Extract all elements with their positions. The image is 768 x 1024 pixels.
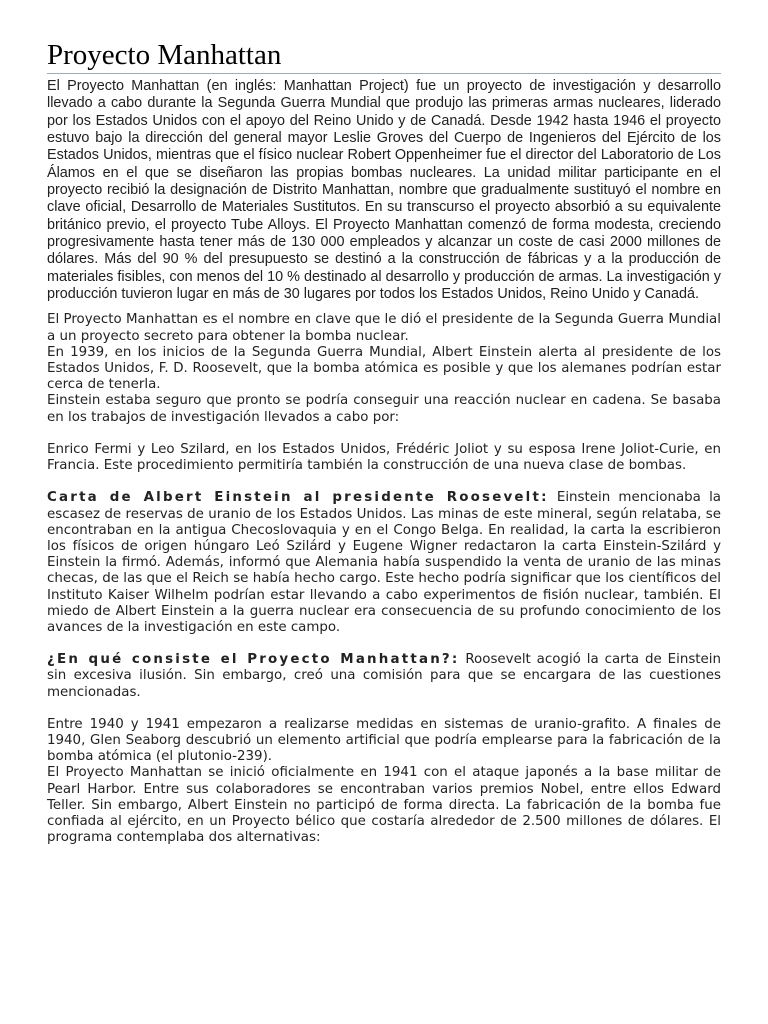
document-page bbox=[47, 38, 721, 846]
consists-body: Roosevelt acogió la carta de Einstein sin excesiva ilusión. Sin embargo, creó una comisión para que se encargara de las cuestiones mencionadas. bbox=[47, 652, 721, 700]
project-start-paragraph: El Proyecto Manhattan se inició oficialmente en 1941 con el ataque japonés a la base militar de Pearl Harbor. Entre sus colaboradores se encontraban varios premios Nobel, entre ellos Edward Teller. Sin embargo, Albert Einstein no participó de forma directa. La fabricación de la bomba fue confiada al ejército, en un Proyecto bélico que costaría alrededor de 2.500 millones de dólares. El programa contemplaba dos alternativas: bbox=[47, 765, 721, 846]
consists-heading: ¿En qué consiste el Proyecto Manhattan?: bbox=[47, 652, 460, 668]
einstein-1939-paragraph: En 1939, en los inicios de la Segunda Guerra Mundial, Albert Einstein alerta al presidente de los Estados Unidos, F. D. Roosevelt, que la bomba atómica es posible y que los alemanes podrían estar cerca de tenerla. bbox=[47, 344, 721, 393]
intro-paragraph: El Proyecto Manhattan (en inglés: Manhattan Project) fue un proyecto de investigación y desarrollo llevado a cabo durante la Segunda Guerra Mundial que produjo las primeras armas nucleares, liderado por los Estados Unidos con el apoyo del Reino Unido y de Canadá. Desde 1942 hasta 1946 el proyecto estuvo bajo la dirección del general mayor Leslie Groves del Cuerpo de Ingenieros del Ejército de los Estados Unidos, mientras que el físico nuclear Robert Oppenheimer fue el director del Laboratorio de Los Álamos en el que se diseñaron las propias bombas nucleares. La unidad militar participante en el proyecto recibió la designación de Distrito Manhattan, nombre que gradualmente sustituyó el nombre en clave oficial, Desarrollo de Materiales Sustitutos. En su transcurso el proyecto absorbió a su equivalente británico previo, el proyecto Tube Alloys. El Proyecto Manhattan comenzó de forma modesta, creciendo progresivamente hasta tener más de 130 000 empleados y alcanzar un coste de casi 2000 millones de dólares. Más del 90 % del presupuesto se destinó a la construcción de fábricas y a la producción de materiales fisibles, con menos del 10 % destinado al desarrollo y producción de armas. La investigación y producción tuvieron lugar en más de 30 lugares por todos los Estados Unidos, Reino Unido y Canadá. bbox=[47, 78, 721, 303]
page-title: Proyecto Manhattan bbox=[47, 38, 721, 74]
researchers-paragraph: Enrico Fermi y Leo Szilard, en los Estados Unidos, Frédéric Joliot y su esposa Irene Joliot-Curie, en Francia. Este procedimiento permitiría también la construcción de una nueva clase de bombas. bbox=[47, 441, 721, 474]
consists-paragraph bbox=[47, 652, 721, 701]
chain-reaction-paragraph: Einstein estaba seguro que pronto se podría conseguir una reacción nuclear en cadena. Se basaba en los trabajos de investigación llevados a cabo por: bbox=[47, 393, 721, 425]
letter-body: Einstein mencionaba la escasez de reservas de uranio de los Estados Unidos. Las minas de este mineral, según relataba, se encontraban en la antigua Checoslovaquia y en el Congo Belga. En realidad, la carta la escribieron los físicos de origen húngaro Leó Szilárd y Eugene Wigner redactaron la carta Einstein-Szilárd y Einstein la firmó. Además, informó que Alemania había suspendido la venta de uranio de las minas checas, de las que el Reich se había hecho cargo. Este hecho podría significar que los científicos del Instituto Kaiser Wilhelm podrían estar llevando a cabo experimentos de fisión nuclear, también. El miedo de Albert Einstein a la guerra nuclear era consecuencia de su profundo conocimiento de los avances de la investigación en este campo. bbox=[47, 490, 721, 635]
letter-heading: Carta de Albert Einstein al presidente Roosevelt: bbox=[47, 490, 549, 506]
uranium-graphite-paragraph: Entre 1940 y 1941 empezaron a realizarse medidas en sistemas de uranio-grafito. A finales de 1940, Glen Seaborg descubrió un elemento artificial que podría emplearse para la fabricación de la bomba atómica (el plutonio-239). bbox=[47, 716, 721, 765]
letter-paragraph bbox=[47, 490, 721, 636]
codename-paragraph: El Proyecto Manhattan es el nombre en clave que le dió el presidente de la Segunda Guerra Mundial a un proyecto secreto para obtener la bomba nuclear. bbox=[47, 312, 721, 344]
